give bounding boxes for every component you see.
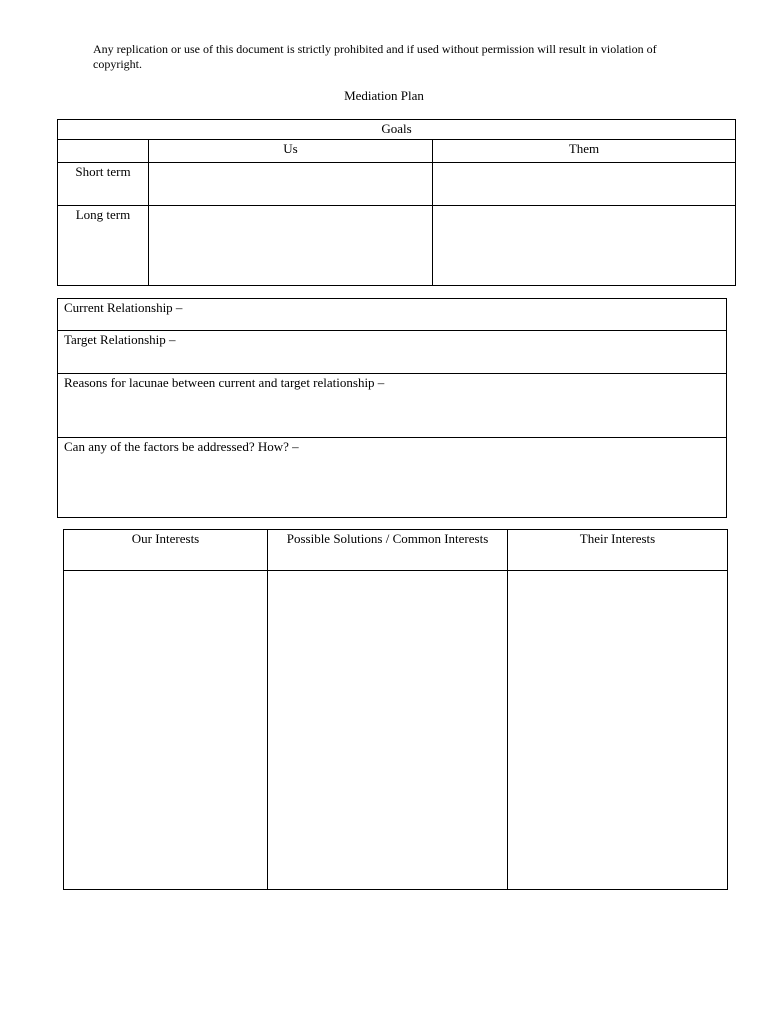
current-relationship-cell[interactable]: Current Relationship – bbox=[58, 299, 727, 331]
relationship-table bbox=[57, 298, 727, 518]
page-title: Mediation Plan bbox=[344, 88, 424, 103]
reasons-cell[interactable]: Reasons for lacunae between current and target relationship – bbox=[58, 374, 727, 438]
interests-header-row bbox=[64, 530, 728, 571]
their-interests-cell[interactable] bbox=[508, 571, 728, 890]
goals-short-them-cell[interactable] bbox=[433, 163, 736, 206]
goals-col-us: Us bbox=[149, 140, 433, 163]
our-interests-header: Our Interests bbox=[64, 530, 268, 571]
goals-long-us-cell[interactable] bbox=[149, 206, 433, 286]
goals-table bbox=[57, 119, 736, 286]
target-relationship-cell[interactable]: Target Relationship – bbox=[58, 331, 727, 374]
goals-header-row bbox=[58, 120, 736, 140]
our-interests-cell[interactable] bbox=[64, 571, 268, 890]
relationship-row-reasons bbox=[58, 374, 727, 438]
goals-row-long-label: Long term bbox=[58, 206, 149, 286]
relationship-row-current bbox=[58, 299, 727, 331]
goals-column-row bbox=[58, 140, 736, 163]
common-interests-header: Possible Solutions / Common Interests bbox=[268, 530, 508, 571]
goals-header: Goals bbox=[58, 120, 736, 140]
goals-row-short-label: Short term bbox=[58, 163, 149, 206]
common-interests-cell[interactable] bbox=[268, 571, 508, 890]
goals-corner-cell bbox=[58, 140, 149, 163]
their-interests-header: Their Interests bbox=[508, 530, 728, 571]
interests-body-row bbox=[64, 571, 728, 890]
goals-col-them: Them bbox=[433, 140, 736, 163]
goals-row-long-term bbox=[58, 206, 736, 286]
factors-cell[interactable]: Can any of the factors be addressed? How? – bbox=[58, 438, 727, 518]
relationship-row-factors bbox=[58, 438, 727, 518]
relationship-row-target bbox=[58, 331, 727, 374]
goals-row-short-term bbox=[58, 163, 736, 206]
interests-table bbox=[63, 529, 728, 890]
copyright-notice: Any replication or use of this document is strictly prohibited and if used without permission will result in violation of copyright. bbox=[93, 42, 657, 71]
goals-short-us-cell[interactable] bbox=[149, 163, 433, 206]
goals-long-them-cell[interactable] bbox=[433, 206, 736, 286]
